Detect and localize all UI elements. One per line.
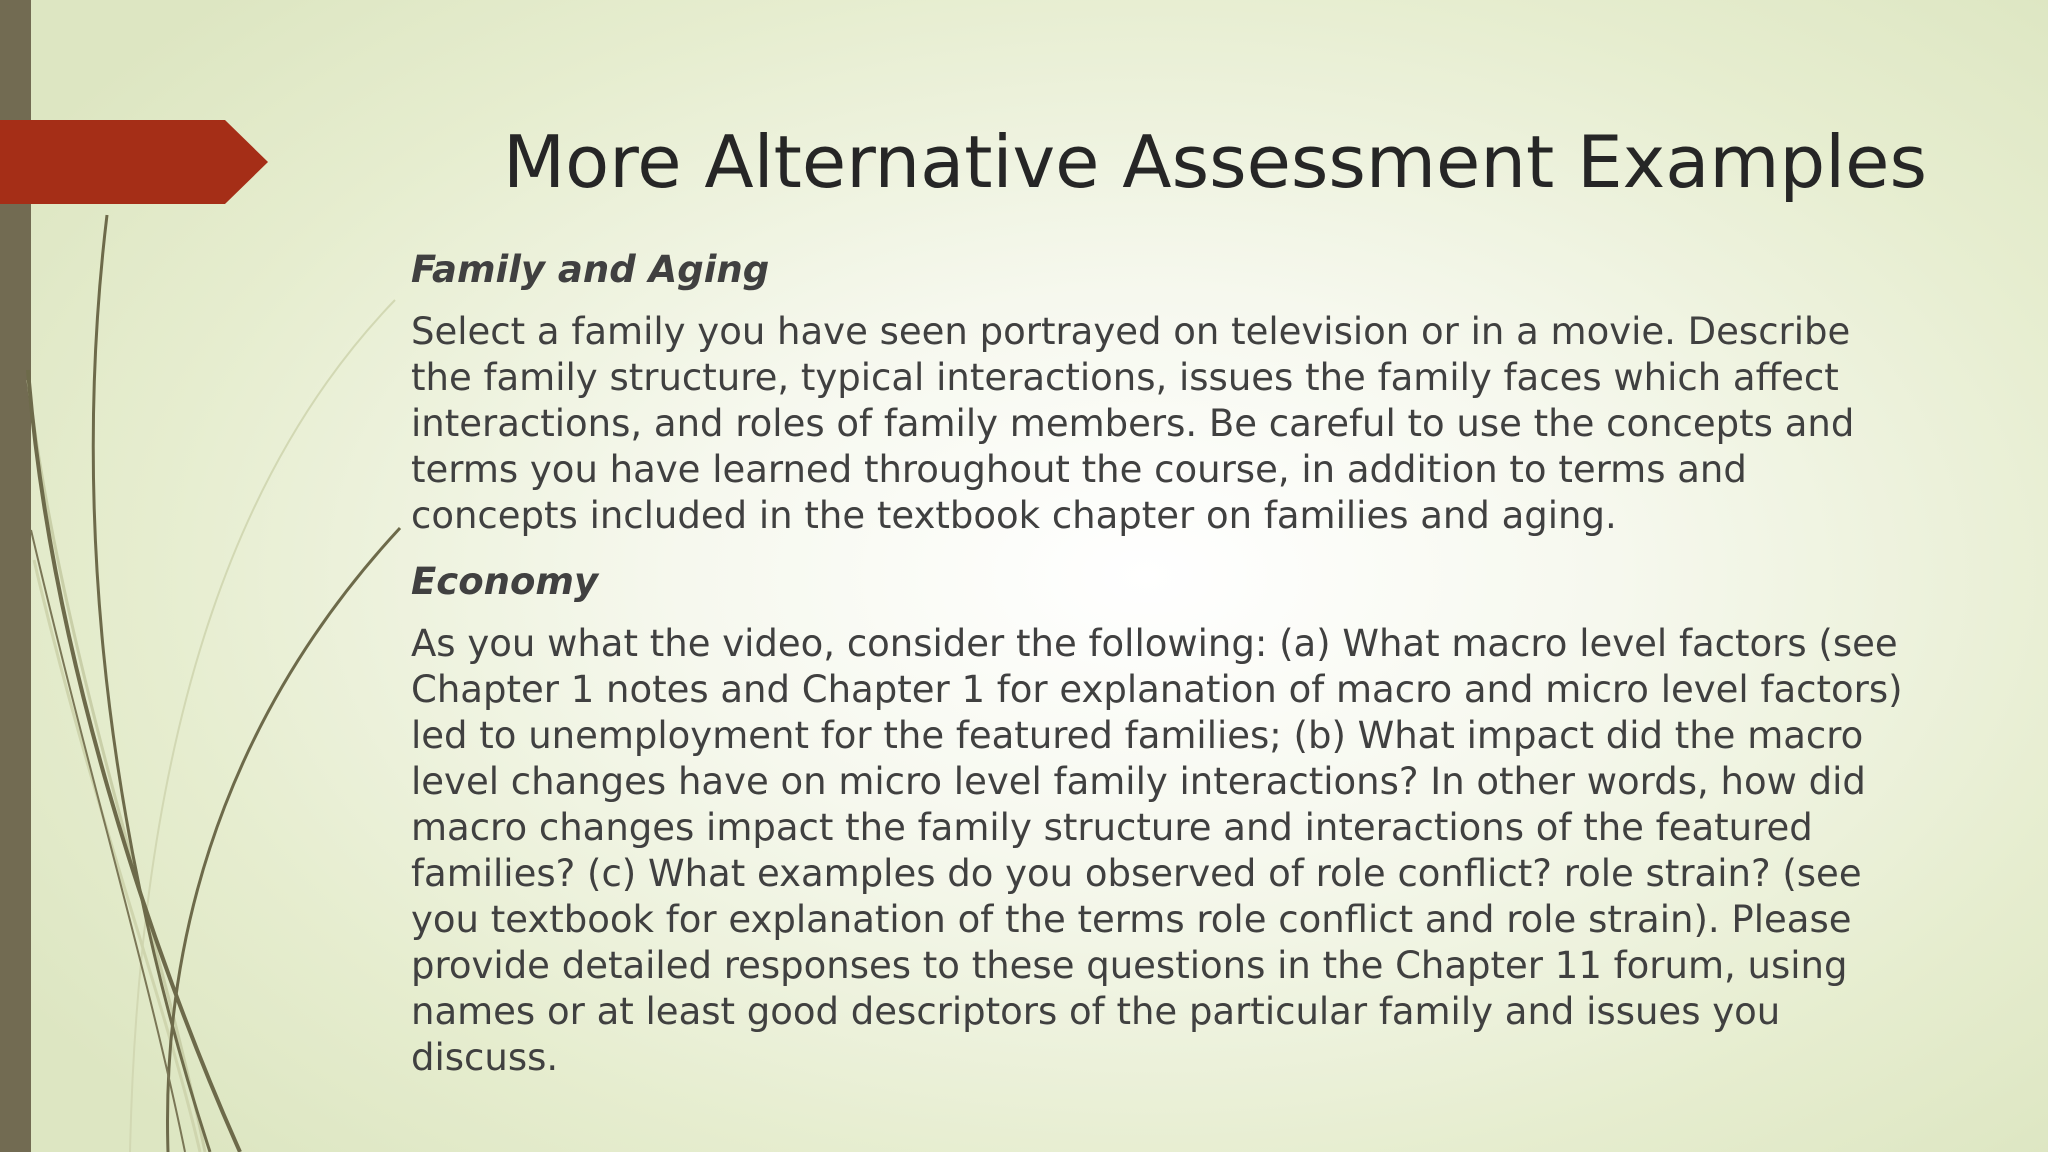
title-accent-tab [0,120,268,204]
section-body-family-aging: Select a family you have seen portrayed on television or in a movie. Describe the family structure, typical interactions, issues the family faces which affect interactions, and roles of family members. Be careful to use the concepts and terms you have learned throughout the course, in addition to terms and concepts included in the textbook chapter on families and aging. [411,310,1855,537]
section-heading-family-aging: Family and Aging [411,248,770,291]
curve-dark-4 [31,530,185,1152]
curve-dark-1 [93,215,210,1152]
curve-light-3 [34,560,200,1152]
section-heading-economy: Economy [411,560,599,603]
section-body-economy: As you what the video, consider the following: (a) What macro level factors (see Chapter 1 notes and Chapter 1 for explanation of macro and micro level factors) led to unemployment for the featured families; (b) What impact did the macro level changes have on micro level family interactions? In other words, how did macro changes impact the family structure and interactions of the featured families? (c) What examples do you observed of role conflict? role strain? (see you textbook for explanation of the terms role conflict and role strain). Please provide detailed responses to these questions in the Chapter 11 forum, using names or at least good descriptors of the particular family and issues you discuss. [411,622,1903,1079]
curve-dark-2 [28,370,240,1152]
slide-content [411,245,1911,1099]
slide-title: More Alternative Assessment Examples [503,120,1927,204]
curve-light-2 [130,300,395,1152]
